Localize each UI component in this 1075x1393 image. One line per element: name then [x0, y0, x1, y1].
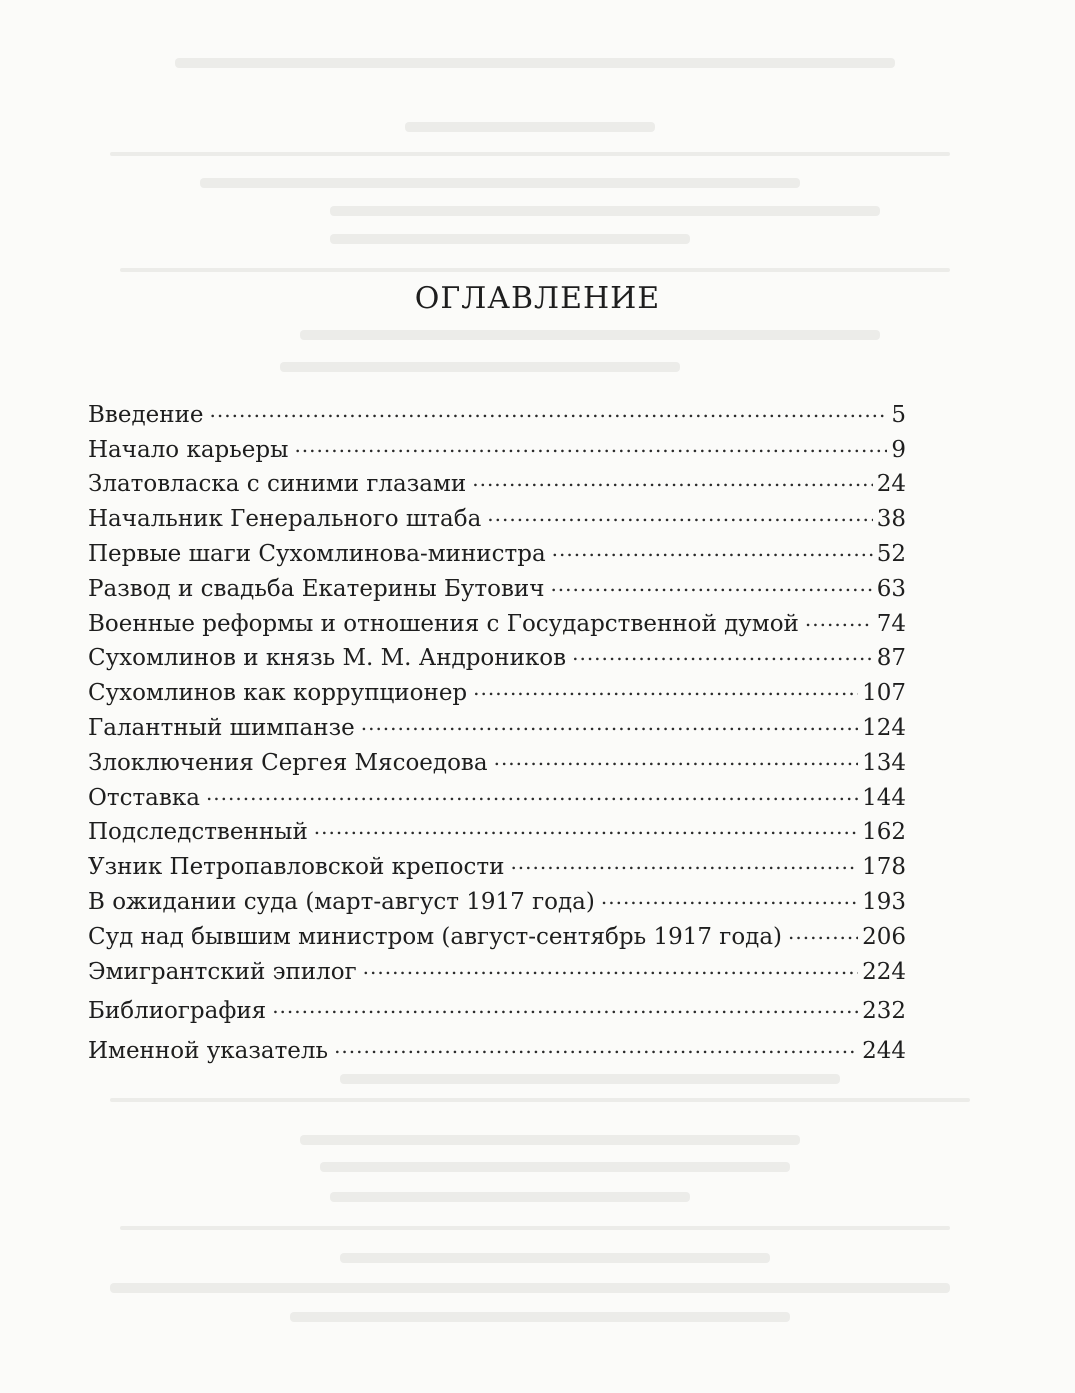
toc-entry-page-number: 74 — [876, 610, 906, 637]
toc-entry-title: Военные реформы и отношения с Государственной думой — [88, 610, 799, 637]
toc-entry — [88, 770, 906, 811]
toc-entry-page-number: 206 — [862, 923, 906, 950]
toc-dot-leader — [363, 944, 858, 979]
toc-entry-title: Именной указатель — [88, 1038, 329, 1065]
toc-entry-page-number: 38 — [876, 506, 906, 533]
toc-entry-page-number: 52 — [876, 540, 906, 567]
toc-entry-page-number: 144 — [862, 784, 906, 811]
toc-dot-leader — [572, 631, 873, 666]
toc-entry-page-number: 63 — [876, 575, 906, 602]
toc-entry-title: Злоключения Сергея Мясоедова — [88, 749, 488, 776]
toc-entry-page-number: 232 — [862, 998, 906, 1025]
toc-entry-page-number: 5 — [891, 401, 906, 428]
toc-entry-title: Введение — [88, 401, 204, 428]
toc-entry-title: Златовласка с синими глазами — [88, 471, 467, 498]
toc-dot-leader — [550, 561, 872, 596]
toc-dot-leader — [272, 984, 858, 1019]
toc-dot-leader — [294, 422, 887, 457]
toc-entry-page-number: 178 — [862, 854, 906, 881]
toc-entry-page-number: 193 — [862, 888, 906, 915]
toc-dot-leader — [494, 735, 859, 770]
table-of-contents — [88, 387, 906, 1065]
toc-entry-title: Развод и свадьба Екатерины Бутович — [88, 575, 545, 602]
toc-entry-title: В ожидании суда (март-август 1917 года) — [88, 888, 595, 915]
toc-dot-leader — [788, 909, 858, 944]
toc-entry — [88, 805, 906, 846]
toc-dot-leader — [334, 1023, 858, 1058]
toc-entry-title: Сухомлинов и князь М. М. Андроников — [88, 645, 567, 672]
toc-entry-page-number: 162 — [862, 819, 906, 846]
toc-entry-page-number: 134 — [862, 749, 906, 776]
toc-dot-leader — [472, 457, 872, 492]
toc-entry-page-number: 124 — [862, 714, 906, 741]
toc-entry-title: Узник Петропавловской крепости — [88, 854, 505, 881]
toc-dot-leader — [552, 526, 873, 561]
toc-dot-leader — [601, 874, 858, 909]
toc-entry-title: Сухомлинов как коррупционер — [88, 680, 468, 707]
toc-dot-leader — [473, 665, 858, 700]
toc-entry-title: Подследственный — [88, 819, 308, 846]
toc-entry-page-number: 9 — [891, 436, 906, 463]
toc-dot-leader — [510, 839, 858, 874]
toc-dot-leader — [210, 387, 888, 422]
toc-entry-title: Начало карьеры — [88, 436, 289, 463]
toc-entry-page-number: 224 — [862, 958, 906, 985]
toc-dot-leader — [314, 805, 858, 840]
toc-dot-leader — [206, 770, 858, 805]
toc-entry-page-number: 107 — [862, 680, 906, 707]
toc-entry-title: Библиография — [88, 998, 267, 1025]
toc-dot-leader — [361, 700, 858, 735]
toc-dot-leader — [805, 596, 873, 631]
toc-entry-title: Первые шаги Сухомлинова-министра — [88, 540, 546, 567]
toc-entry-title: Начальник Генерального штаба — [88, 506, 482, 533]
toc-entry-page-number: 24 — [876, 471, 906, 498]
toc-dot-leader — [487, 491, 872, 526]
toc-entry-title: Галантный шимпанзе — [88, 714, 355, 741]
toc-entry — [88, 422, 906, 463]
toc-entry-title: Эмигрантский эпилог — [88, 958, 357, 985]
toc-entry-title: Отставка — [88, 784, 200, 811]
toc-entry-title: Суд над бывшим министром (август-сентябрь 1917 года) — [88, 923, 783, 950]
toc-entry — [88, 387, 906, 428]
page-title: ОГЛАВЛЕНИЕ — [414, 281, 661, 316]
toc-entry-page-number: 244 — [862, 1038, 906, 1065]
toc-entry-page-number: 87 — [876, 645, 906, 672]
